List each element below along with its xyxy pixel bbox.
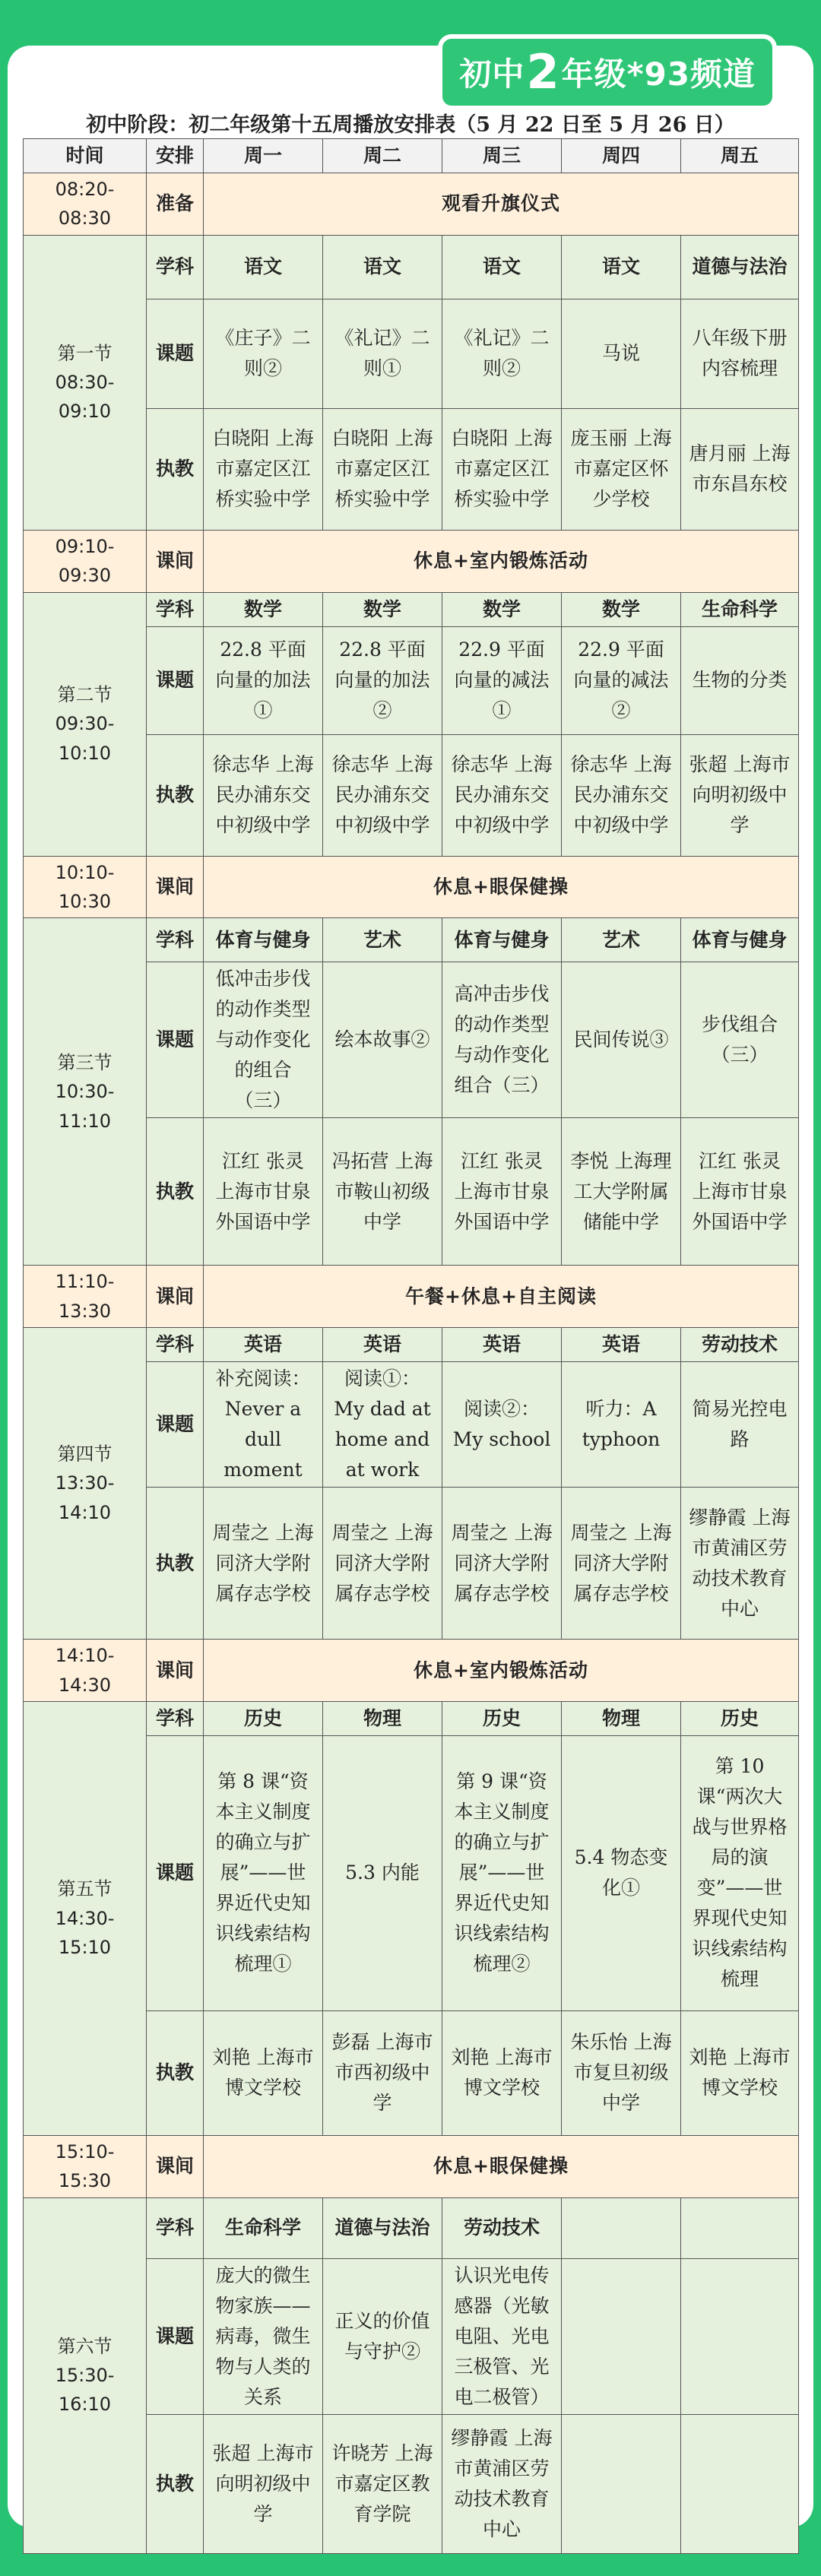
row-label-teacher: 执教	[147, 1488, 204, 1640]
teacher-cell: 缪静霞 上海市黄浦区劳动技术教育中心	[442, 2414, 562, 2553]
subject-cell: 数学	[562, 592, 681, 626]
period-cell	[24, 918, 147, 1266]
period-3-subject-row	[24, 918, 799, 962]
teacher-cell: 彭磊 上海市市西初级中学	[323, 2010, 442, 2135]
topic-cell: 22.9 平面向量的减法①	[442, 626, 562, 734]
topic-cell: 民间传说③	[562, 962, 681, 1118]
schedule-table	[23, 138, 799, 2554]
subject-cell: 体育与健身	[681, 918, 799, 962]
prep-time: 08:20-08:30	[24, 173, 147, 236]
row-label-topic: 课题	[147, 1735, 204, 2010]
period-cell	[24, 1701, 147, 2135]
teacher-cell: 朱乐怡 上海市复旦初级中学	[562, 2010, 681, 2135]
teacher-cell: 白晓阳 上海市嘉定区江桥实验中学	[323, 408, 442, 530]
period-cell	[24, 235, 147, 530]
period-time: 15:30-16:10	[55, 2364, 115, 2416]
break-tag: 课间	[147, 530, 204, 592]
topic-cell: 马说	[562, 299, 681, 408]
period-time: 08:30-09:10	[55, 372, 115, 423]
teacher-cell: 江红 张灵 上海市甘泉外国语中学	[442, 1118, 562, 1266]
topic-cell: 《礼记》二则②	[442, 299, 562, 408]
period-name: 第六节	[57, 2335, 113, 2357]
break-time: 14:10-14:30	[24, 1640, 147, 1702]
period-name: 第五节	[57, 1878, 113, 1900]
topic-cell: 庞大的微生物家族——病毒，微生物与人类的关系	[204, 2258, 323, 2414]
period-time: 13:30-14:10	[55, 1472, 115, 1523]
teacher-cell: 江红 张灵 上海市甘泉外国语中学	[204, 1118, 323, 1266]
teacher-cell	[681, 2414, 799, 2553]
row-label-teacher: 执教	[147, 2414, 204, 2553]
subject-cell: 道德与法治	[681, 235, 799, 299]
break-activity: 休息+室内锻炼活动	[204, 1640, 799, 1702]
prep-row	[24, 173, 799, 236]
subject-cell	[681, 2197, 799, 2258]
period-5-subject-row	[24, 1701, 799, 1735]
row-label-subject: 学科	[147, 592, 204, 626]
break-activity: 休息+眼保健操	[204, 2135, 799, 2197]
break-time: 11:10-13:30	[24, 1266, 147, 1328]
topic-cell: 听力：A typhoon	[562, 1362, 681, 1488]
break-time: 09:10-09:30	[24, 530, 147, 592]
topic-cell: 补充阅读：Never a dull moment	[204, 1362, 323, 1488]
teacher-cell: 张超 上海市向明初级中学	[681, 734, 799, 856]
subject-cell: 体育与健身	[442, 918, 562, 962]
page-title: 初中阶段：初二年级第十五周播放安排表（5 月 22 日至 5 月 26 日）	[86, 113, 735, 137]
teacher-cell: 周莹之 上海同济大学附属存志学校	[323, 1488, 442, 1640]
teacher-cell: 周莹之 上海同济大学附属存志学校	[562, 1488, 681, 1640]
teacher-cell: 李悦 上海理工大学附属储能中学	[562, 1118, 681, 1266]
row-label-subject: 学科	[147, 235, 204, 299]
subject-cell: 劳动技术	[681, 1328, 799, 1362]
teacher-cell: 江红 张灵 上海市甘泉外国语中学	[681, 1118, 799, 1266]
period-name: 第二节	[57, 683, 113, 705]
break-time: 10:10-10:30	[24, 856, 147, 918]
badge-suffix: 年级*93频道	[561, 55, 756, 93]
topic-cell: 正义的价值与守护②	[323, 2258, 442, 2414]
header-wed: 周三	[442, 139, 562, 173]
subject-cell: 劳动技术	[442, 2197, 562, 2258]
row-label-subject: 学科	[147, 918, 204, 962]
period-name: 第四节	[57, 1443, 113, 1465]
topic-cell: 22.8 平面向量的加法②	[323, 626, 442, 734]
topic-cell: 《礼记》二则①	[323, 299, 442, 408]
topic-cell: 《庄子》二则②	[204, 299, 323, 408]
subject-cell: 语文	[562, 235, 681, 299]
break-row	[24, 2135, 799, 2197]
subject-cell: 语文	[204, 235, 323, 299]
subject-cell: 历史	[204, 1701, 323, 1735]
row-label-topic: 课题	[147, 626, 204, 734]
break-row	[24, 1640, 799, 1702]
break-tag: 课间	[147, 856, 204, 918]
row-label-teacher: 执教	[147, 734, 204, 856]
subject-cell: 英语	[562, 1328, 681, 1362]
teacher-cell: 徐志华 上海民办浦东交中初级中学	[442, 734, 562, 856]
break-tag: 课间	[147, 2135, 204, 2197]
topic-cell: 5.4 物态变化①	[562, 1735, 681, 2010]
row-label-topic: 课题	[147, 2258, 204, 2414]
topic-cell: 第 8 课“资本主义制度的确立与扩展”——世界近代史知识线索结构梳理①	[204, 1735, 323, 2010]
teacher-cell: 缪静霞 上海市黄浦区劳动技术教育中心	[681, 1488, 799, 1640]
subject-cell: 历史	[442, 1701, 562, 1735]
teacher-cell: 白晓阳 上海市嘉定区江桥实验中学	[442, 408, 562, 530]
subject-cell: 生命科学	[204, 2197, 323, 2258]
period-6-subject-row	[24, 2197, 799, 2258]
row-label-teacher: 执教	[147, 2010, 204, 2135]
teacher-cell: 徐志华 上海民办浦东交中初级中学	[204, 734, 323, 856]
subject-cell: 艺术	[562, 918, 681, 962]
break-row	[24, 530, 799, 592]
subject-cell: 生命科学	[681, 592, 799, 626]
topic-cell	[681, 2258, 799, 2414]
topic-cell: 生物的分类	[681, 626, 799, 734]
period-time: 10:30-11:10	[55, 1081, 115, 1132]
break-activity: 休息+眼保健操	[204, 856, 799, 918]
topic-cell: 步伐组合（三）	[681, 962, 799, 1118]
teacher-cell: 徐志华 上海民办浦东交中初级中学	[323, 734, 442, 856]
break-tag: 课间	[147, 1266, 204, 1328]
topic-cell: 第 9 课“资本主义制度的确立与扩展”——世界近代史知识线索结构梳理②	[442, 1735, 562, 2010]
header-tue: 周二	[323, 139, 442, 173]
badge-grade: 2	[526, 44, 560, 100]
header-arrange: 安排	[147, 139, 204, 173]
teacher-cell: 张超 上海市向明初级中学	[204, 2414, 323, 2553]
subject-cell: 体育与健身	[204, 918, 323, 962]
teacher-cell: 徐志华 上海民办浦东交中初级中学	[562, 734, 681, 856]
period-time: 14:30-15:10	[55, 1907, 115, 1959]
subject-cell: 语文	[323, 235, 442, 299]
teacher-cell: 冯拓营 上海市鞍山初级中学	[323, 1118, 442, 1266]
break-activity: 休息+室内锻炼活动	[204, 530, 799, 592]
row-label-topic: 课题	[147, 1362, 204, 1488]
header-time: 时间	[24, 139, 147, 173]
row-label-topic: 课题	[147, 962, 204, 1118]
topic-cell: 低冲击步伐的动作类型与动作变化的组合（三）	[204, 962, 323, 1118]
period-cell	[24, 1328, 147, 1640]
period-cell	[24, 2197, 147, 2553]
topic-cell: 绘本故事②	[323, 962, 442, 1118]
teacher-cell: 唐月丽 上海市东昌东校	[681, 408, 799, 530]
row-label-topic: 课题	[147, 299, 204, 408]
topic-cell: 5.3 内能	[323, 1735, 442, 2010]
topic-cell: 简易光控电路	[681, 1362, 799, 1488]
subject-cell: 物理	[562, 1701, 681, 1735]
subject-cell	[562, 2197, 681, 2258]
subject-cell: 英语	[442, 1328, 562, 1362]
teacher-cell	[562, 2414, 681, 2553]
teacher-cell: 白晓阳 上海市嘉定区江桥实验中学	[204, 408, 323, 530]
channel-badge	[438, 34, 777, 110]
teacher-cell: 刘艳 上海市博文学校	[204, 2010, 323, 2135]
break-time: 15:10-15:30	[24, 2135, 147, 2197]
break-row	[24, 1266, 799, 1328]
topic-cell: 22.8 平面向量的加法①	[204, 626, 323, 734]
row-label-subject: 学科	[147, 1701, 204, 1735]
row-label-subject: 学科	[147, 2197, 204, 2258]
header-thu: 周四	[562, 139, 681, 173]
period-2-subject-row	[24, 592, 799, 626]
header-row	[24, 139, 799, 173]
subject-cell: 数学	[442, 592, 562, 626]
topic-cell: 认识光电传感器（光敏电阻、光电三极管、光电二极管）	[442, 2258, 562, 2414]
topic-cell	[562, 2258, 681, 2414]
teacher-cell: 许晓芳 上海市嘉定区教育学院	[323, 2414, 442, 2553]
topic-cell: 22.9 平面向量的减法②	[562, 626, 681, 734]
row-label-subject: 学科	[147, 1328, 204, 1362]
subject-cell: 历史	[681, 1701, 799, 1735]
break-activity: 午餐+休息+自主阅读	[204, 1266, 799, 1328]
topic-cell: 第 10 课“两次大战与世界格局的演变”——世界现代史知识线索结构梳理	[681, 1735, 799, 2010]
subject-cell: 数学	[204, 592, 323, 626]
row-label-teacher: 执教	[147, 1118, 204, 1266]
badge-prefix: 初中	[459, 55, 525, 93]
period-name: 第一节	[57, 342, 113, 364]
topic-cell: 阅读②：My school	[442, 1362, 562, 1488]
break-row	[24, 856, 799, 918]
period-4-subject-row	[24, 1328, 799, 1362]
teacher-cell: 周莹之 上海同济大学附属存志学校	[442, 1488, 562, 1640]
period-time: 09:30-10:10	[55, 713, 115, 764]
break-tag: 课间	[147, 1640, 204, 1702]
header-fri: 周五	[681, 139, 799, 173]
period-cell	[24, 592, 147, 856]
subject-cell: 物理	[323, 1701, 442, 1735]
teacher-cell: 周莹之 上海同济大学附属存志学校	[204, 1488, 323, 1640]
topic-cell: 八年级下册内容梳理	[681, 299, 799, 408]
subject-cell: 数学	[323, 592, 442, 626]
header-mon: 周一	[204, 139, 323, 173]
subject-cell: 艺术	[323, 918, 442, 962]
topic-cell: 高冲击步伐的动作类型与动作变化组合（三）	[442, 962, 562, 1118]
prep-activity: 观看升旗仪式	[204, 173, 799, 236]
subject-cell: 英语	[204, 1328, 323, 1362]
subject-cell: 语文	[442, 235, 562, 299]
subject-cell: 英语	[323, 1328, 442, 1362]
teacher-cell: 庞玉丽 上海市嘉定区怀少学校	[562, 408, 681, 530]
teacher-cell: 刘艳 上海市博文学校	[681, 2010, 799, 2135]
teacher-cell: 刘艳 上海市博文学校	[442, 2010, 562, 2135]
subject-cell: 道德与法治	[323, 2197, 442, 2258]
period-1-subject-row	[24, 235, 799, 299]
prep-tag: 准备	[147, 173, 204, 236]
period-name: 第三节	[57, 1051, 113, 1073]
row-label-teacher: 执教	[147, 408, 204, 530]
topic-cell: 阅读①：My dad at home and at work	[323, 1362, 442, 1488]
